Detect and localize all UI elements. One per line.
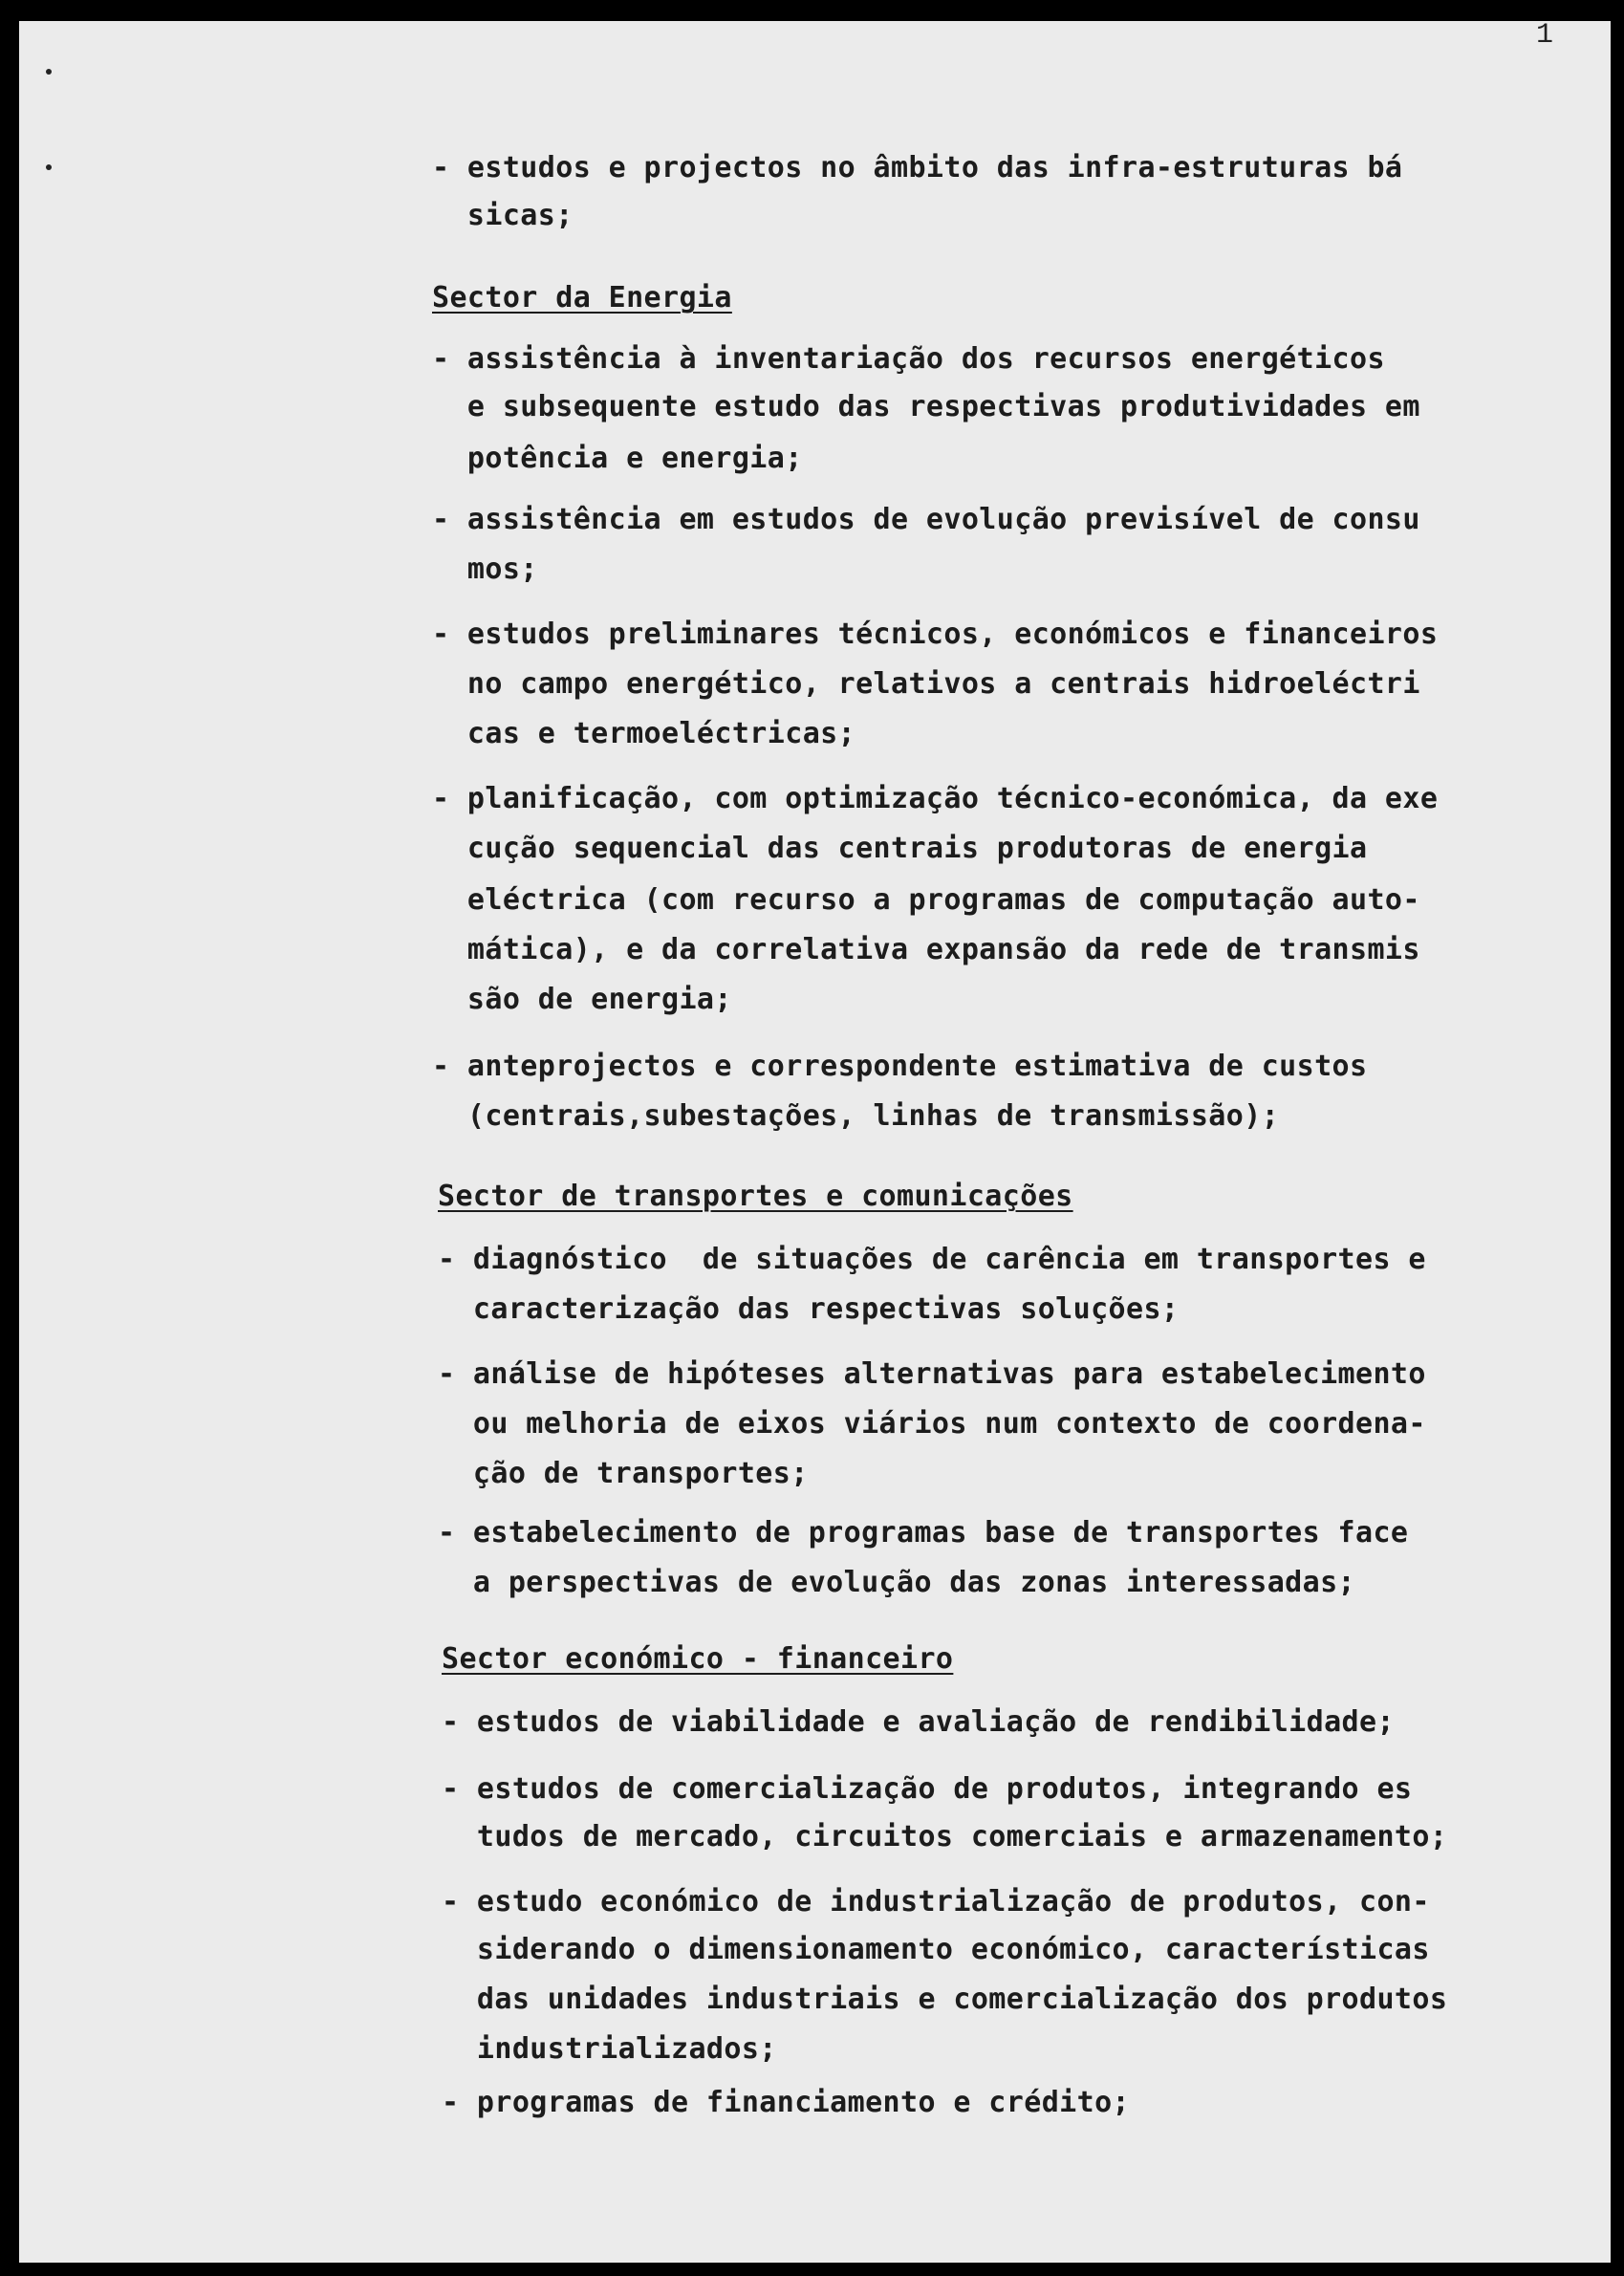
list-item-line: - assistência em estudos de evolução previsível de consu — [432, 503, 1420, 536]
list-item-line: siderando o dimensionamento económico, características — [442, 1933, 1430, 1966]
section-heading: Sector económico - financeiro — [442, 1642, 954, 1676]
list-item-line: - planificação, com optimização técnico-económica, da exe — [432, 782, 1439, 815]
list-item-line: - estudos preliminares técnicos, económicos e financeiros — [432, 618, 1439, 651]
list-item-line: - estudos e projectos no âmbito das infra-estruturas bá — [432, 151, 1403, 184]
list-item-line: - assistência à inventariação dos recursos energéticos — [432, 342, 1385, 376]
list-item-line: cução sequencial das centrais produtoras de energia — [432, 832, 1368, 865]
list-item-line: (centrais,subestações, linhas de transmissão); — [432, 1099, 1280, 1133]
list-item-line: industrializados; — [442, 2032, 777, 2066]
list-item-line: - estabelecimento de programas base de transportes face — [438, 1516, 1409, 1550]
list-item-line: no campo energético, relativos a centrais hidroeléctri — [432, 667, 1420, 701]
list-item-line: e subsequente estudo das respectivas produtividades em — [432, 390, 1420, 423]
list-item-line: - anteprojectos e correspondente estimativa de custos — [432, 1050, 1368, 1083]
section-heading: Sector da Energia — [432, 281, 732, 314]
list-item-line: a perspectivas de evolução das zonas interessadas; — [438, 1566, 1355, 1599]
list-item-line: das unidades industriais e comercialização dos produtos — [442, 1983, 1448, 2016]
list-item-line: - programas de financiamento e crédito; — [442, 2086, 1130, 2119]
list-item-line: - diagnóstico de situações de carência em transportes e — [438, 1243, 1426, 1276]
list-item-line: sicas; — [432, 199, 574, 232]
list-item-line: - estudos de viabilidade e avaliação de rendibilidade; — [442, 1705, 1395, 1739]
list-item-line: - análise de hipóteses alternativas para estabelecimento — [438, 1357, 1426, 1391]
list-item-line: ção de transportes; — [438, 1457, 809, 1490]
list-item-line: são de energia; — [432, 983, 732, 1016]
list-item-line: tudos de mercado, circuitos comerciais e armazenamento; — [442, 1820, 1448, 1853]
list-item-line: mos; — [432, 553, 538, 586]
section-heading: Sector de transportes e comunicações — [438, 1180, 1073, 1213]
list-item-line: mática), e da correlativa expansão da rede de transmis — [432, 933, 1420, 966]
list-item-line: eléctrica (com recurso a programas de computação auto- — [432, 883, 1420, 917]
list-item-line: - estudo económico de industrialização de produtos, con- — [442, 1885, 1430, 1918]
list-item-line: ou melhoria de eixos viários num contexto de coordena- — [438, 1407, 1426, 1441]
list-item-line: - estudos de comercialização de produtos, integrando es — [442, 1772, 1413, 1806]
list-item-line: caracterização das respectivas soluções; — [438, 1292, 1180, 1326]
document-body — [19, 21, 1611, 2263]
list-item-line: cas e termoeléctricas; — [432, 717, 856, 750]
page-number-mark: 1 — [1536, 21, 1554, 52]
document-page — [19, 21, 1611, 2263]
list-item-line: potência e energia; — [432, 442, 803, 475]
